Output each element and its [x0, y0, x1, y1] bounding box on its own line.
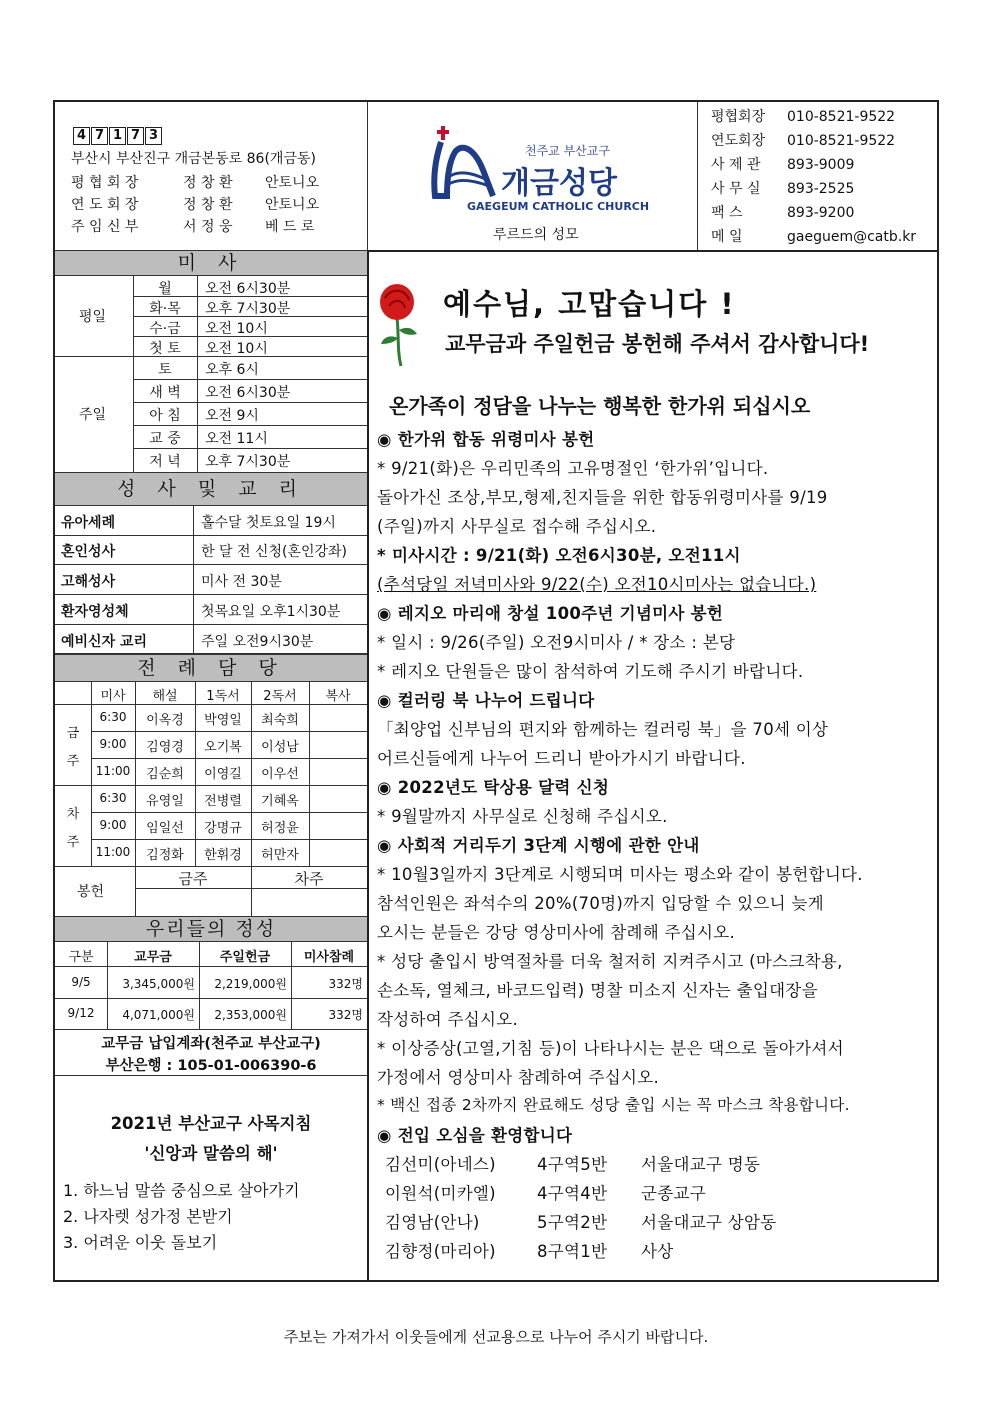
chuseok-title: 온가족이 정담을 나누는 행복한 한가위 되십시오	[389, 394, 811, 418]
newcomer-name: 김향정(마리아)	[385, 1242, 496, 1261]
contact-row	[711, 106, 931, 130]
mass-time: 오후 7시30분	[205, 301, 291, 317]
newcomer-from: 군종교구	[641, 1184, 706, 1203]
notice-line: * 레지오 단원들은 많이 참석하여 기도해 주시기 바랍니다.	[377, 662, 804, 681]
offering-date: 9/12	[67, 1006, 95, 1020]
newcomer-name: 이원석(미카엘)	[385, 1184, 496, 1203]
rose-icon	[375, 278, 421, 368]
notice-line: * 10월3일까지 3단계로 시행되며 미사는 평소와 같이 봉헌합니다.	[377, 865, 863, 884]
newcomer-name: 김선미(아네스)	[385, 1155, 496, 1174]
contact-value: 893-9200	[787, 205, 855, 221]
notice-heading: ◉ 한가위 합동 위령미사 봉헌	[377, 430, 595, 449]
sacrament-name: 예비신자 교리	[61, 634, 148, 650]
contact-row	[711, 202, 931, 226]
contact-value: 893-9009	[787, 157, 855, 173]
notice-line: 작성하여 주십시오.	[377, 1010, 519, 1029]
notice-heading: ◉ 컬러링 북 나누어 드립니다	[377, 691, 595, 710]
notice-line: * 백신 접종 2차까지 완료해도 성당 출입 시는 꼭 마스크 착용합니다.	[377, 1096, 850, 1114]
church-address: 부산시 부산진구 개금본동로 86(개금동)	[71, 151, 316, 167]
offering-attendance: 332명	[328, 1008, 363, 1022]
weekday-label: 평일	[79, 309, 107, 325]
notice-line: 가정에서 영상미사 참례하여 주십시오.	[377, 1068, 660, 1087]
offering-tithe: 3,345,000원	[122, 977, 195, 991]
officer-name: 정 창 환	[183, 197, 233, 213]
commentator: 김순희	[146, 767, 184, 782]
notice-heading: ◉ 2022년도 탁상용 달력 신청	[377, 778, 610, 797]
mass-time: 오후 7시30분	[205, 454, 291, 470]
logo-english: GAEGEUM CATHOLIC CHURCH	[467, 200, 650, 213]
pastoral-item: 1. 하느님 말씀 중심으로 살아가기	[63, 1181, 300, 1200]
officer-name: 정 창 환	[183, 175, 233, 191]
liturgy-header: 2독서	[263, 689, 297, 704]
reader1: 강명규	[204, 821, 242, 836]
mass-day: 새 벽	[149, 385, 181, 401]
contact-row	[711, 130, 931, 154]
newcomer-from: 서울대교구 명동	[641, 1155, 761, 1174]
commentator: 이옥경	[146, 713, 184, 728]
contact-label: 팩 스	[711, 205, 743, 221]
notice-line: (추석당일 저녁미사와 9/22(수) 오전10시미사는 없습니다.)	[377, 575, 817, 594]
postal-digit: 3	[145, 127, 162, 145]
mass-day: 토	[158, 362, 172, 378]
mass-time: 6:30	[99, 791, 127, 805]
notice-heading: ◉ 전입 오심을 환영합니다	[377, 1126, 573, 1145]
bulletin-footer: 주보는 가져가서 이웃들에게 선교용으로 나누어 주시기 바랍니다.	[283, 1328, 709, 1346]
sacrament-time: 한 달 전 신청(혼인강좌)	[201, 544, 347, 560]
offering-header: 교무금	[134, 950, 172, 965]
postal-digit: 7	[91, 127, 108, 145]
contact-label: 평협회장	[711, 109, 766, 125]
newcomer-district: 8구역1반	[537, 1242, 608, 1261]
newcomer-district: 4구역4반	[537, 1184, 608, 1203]
sacrament-name: 유아세례	[61, 515, 116, 531]
notice-line: 오시는 분들은 강당 영상미사에 참례해 주십시오.	[377, 923, 736, 942]
liturgy-header: 미사	[100, 689, 126, 704]
reader1: 박영일	[204, 713, 242, 728]
offering-header: 구분	[68, 950, 94, 965]
notice-line: 어르신들에게 나누어 드리니 받아가시기 바랍니다.	[377, 749, 746, 768]
contact-list	[711, 106, 931, 250]
notice-line: 돌아가신 조상,부모,형제,친지들을 위한 합동위령미사를 9/19	[377, 488, 828, 507]
mass-time: 오전 11시	[205, 431, 268, 447]
officer-baptism: 안토니오	[265, 175, 320, 191]
reader1: 이영길	[204, 767, 242, 782]
newcomer-district: 4구역5반	[537, 1155, 608, 1174]
reader2: 최숙희	[261, 713, 299, 728]
offertory-next-week: 차주	[294, 870, 324, 888]
logo-church-name: 개금성당	[501, 166, 617, 201]
mass-day: 교 중	[149, 431, 181, 447]
mass-schedule	[55, 276, 367, 474]
officer-role: 주 임 신 부	[71, 219, 139, 235]
liturgy-section-title: 전 례 담 당	[55, 654, 367, 682]
reader2: 허만자	[261, 848, 299, 863]
reader2: 기혜옥	[261, 794, 299, 809]
reader1: 한휘경	[204, 848, 242, 863]
offertory-this-week: 금주	[178, 870, 208, 888]
contact-row	[711, 226, 931, 250]
officer-role: 평 협 회 장	[71, 175, 139, 191]
mass-time: 오후 6시	[205, 362, 259, 378]
newcomer-district: 5구역2반	[537, 1213, 608, 1232]
mass-time: 9:00	[99, 818, 127, 832]
group-label: 차주	[66, 807, 80, 850]
offering-date: 9/5	[71, 975, 91, 989]
notice-line: * 미사시간 : 9/21(화) 오전6시30분, 오전11시	[377, 546, 741, 565]
mass-section-title: 미 사	[55, 250, 367, 276]
mass-time: 9:00	[99, 737, 127, 751]
reader2: 이성남	[261, 740, 299, 755]
sunday-label: 주일	[79, 407, 107, 423]
account-title: 교무금 납입계좌(천주교 부산교구)	[101, 1036, 321, 1052]
postal-digit: 7	[127, 127, 144, 145]
newcomer-name: 김영남(안나)	[385, 1213, 480, 1232]
liturgy-table	[55, 682, 367, 918]
mass-time: 오전 10시	[205, 321, 268, 337]
liturgy-header: 복사	[325, 689, 351, 704]
offering-sunday: 2,353,000원	[214, 1008, 287, 1022]
liturgy-header: 해설	[152, 689, 178, 704]
notice-line: (주일)까지 사무실로 접수해 주십시오.	[377, 517, 657, 536]
offerings-table	[55, 942, 367, 1030]
account-number: 부산은행 : 105-01-006390-6	[105, 1058, 317, 1074]
sacrament-time: 미사 전 30분	[201, 574, 282, 590]
mass-time: 11:00	[95, 845, 131, 859]
mass-time: 오전 9시	[205, 408, 259, 424]
officer-baptism: 베 드 로	[265, 219, 315, 235]
offering-attendance: 332명	[328, 977, 363, 991]
officer-role: 연 도 회 장	[71, 197, 139, 213]
notice-line: 손소독, 열체크, 바코드입력) 명찰 미소지 신자는 출입대장을	[377, 981, 818, 1000]
postal-digit: 1	[109, 127, 126, 145]
mass-day: 저 녁	[149, 454, 181, 470]
offerings-section-title: 우리들의 정성	[55, 916, 367, 942]
pastoral-subtitle: '신앙과 말씀의 해'	[144, 1144, 278, 1163]
offertory-label: 봉헌	[77, 884, 105, 900]
officer-row	[71, 194, 351, 214]
logo-diocese: 천주교 부산교구	[525, 144, 610, 158]
notice-line: * 9/21(화)은 우리민족의 고유명절인 ‘한가위’입니다.	[377, 459, 769, 478]
contact-value: 010-8521-9522	[787, 133, 896, 149]
offering-tithe: 4,071,000원	[122, 1008, 195, 1022]
commentator: 유영일	[146, 794, 184, 809]
thanks-subtitle: 교무금과 주일헌금 봉헌해 주셔서 감사합니다!	[445, 332, 870, 356]
commentator: 김정화	[146, 848, 184, 863]
reader1: 오기복	[204, 740, 242, 755]
sacrament-name: 고해성사	[61, 574, 116, 590]
column-divider	[367, 250, 369, 1282]
mass-day: 수·금	[149, 321, 181, 337]
liturgy-header: 1독서	[206, 689, 240, 704]
commentator: 임일선	[146, 821, 184, 836]
mass-time: 11:00	[95, 764, 131, 778]
postal-digit: 4	[73, 127, 90, 145]
church-theme: 루르드의 성모	[493, 227, 579, 243]
officer-row	[71, 172, 351, 192]
contact-label: 연도회장	[711, 133, 766, 149]
header-divider-right	[697, 102, 698, 250]
pastoral-title: 2021년 부산교구 사목지침	[110, 1114, 312, 1133]
notice-line: * 성당 출입시 방역절차를 더욱 철저히 지켜주시고 (마스크착용,	[377, 952, 843, 971]
contact-value: 010-8521-9522	[787, 109, 896, 125]
reader2: 허정윤	[261, 821, 299, 836]
pastoral-item: 3. 어려운 이웃 돌보기	[63, 1233, 218, 1252]
church-logo-icon	[427, 120, 497, 200]
sacrament-time: 홀수달 첫토요일 19시	[201, 515, 336, 531]
mass-day: 월	[158, 281, 172, 297]
contact-row	[711, 178, 931, 202]
mass-day: 화·목	[149, 301, 181, 317]
officer-name: 서 정 웅	[183, 219, 233, 235]
mass-day: 아 침	[149, 408, 181, 424]
contact-value: gaeguem@catb.kr	[787, 229, 917, 245]
officer-row	[71, 216, 351, 236]
contact-label: 사 무 실	[711, 181, 761, 197]
notice-line: 참석인원은 좌석수의 20%(70명)까지 입당할 수 있으니 늦게	[377, 894, 824, 913]
mass-time: 오전 10시	[205, 341, 268, 357]
header-divider-left	[367, 102, 368, 250]
contact-row	[711, 154, 931, 178]
group-label: 금주	[66, 726, 80, 769]
offering-header: 미사참례	[303, 950, 355, 965]
newcomer-from: 서울대교구 상암동	[641, 1213, 777, 1232]
account-bottom-rule	[55, 1075, 367, 1076]
notice-line: * 일시 : 9/26(주일) 오전9시미사 / * 장소 : 본당	[377, 633, 736, 652]
contact-value: 893-2525	[787, 181, 855, 197]
bulletin-frame	[53, 100, 939, 1282]
reader2: 이우선	[261, 767, 299, 782]
notice-line: * 9월말까지 사무실로 신청해 주십시오.	[377, 807, 668, 826]
reader1: 전병렬	[204, 794, 242, 809]
contact-label: 메 일	[711, 229, 743, 245]
offering-header: 주일헌금	[219, 950, 271, 965]
mass-day: 첫 토	[149, 341, 181, 357]
mass-time: 오전 6시30분	[205, 281, 291, 297]
postal-code	[73, 124, 163, 145]
contact-label: 사 제 관	[711, 157, 761, 173]
newcomer-from: 사상	[641, 1242, 674, 1261]
mass-time: 6:30	[99, 710, 127, 724]
notice-heading: ◉ 레지오 마리애 창설 100주년 기념미사 봉헌	[377, 604, 724, 623]
mass-time: 오전 6시30분	[205, 385, 291, 401]
sacraments-section-title: 성 사 및 교 리	[55, 472, 367, 506]
notice-line: 「최양업 신부님의 편지와 함께하는 컬러링 북」을 70세 이상	[377, 720, 829, 739]
offering-sunday: 2,219,000원	[214, 977, 287, 991]
sacrament-name: 혼인성사	[61, 544, 116, 560]
pastoral-item: 2. 나자렛 성가정 본받기	[63, 1207, 233, 1226]
notice-line: * 이상증상(고열,기침 등)이 나타나시는 분은 댁으로 돌아가셔서	[377, 1039, 844, 1058]
commentator: 김영경	[146, 740, 184, 755]
sacrament-time: 주일 오전9시30분	[201, 634, 314, 650]
thanks-title: 예수님, 고맙습니다 !	[443, 287, 736, 321]
sacrament-name: 환자영성체	[61, 604, 129, 620]
sacraments-table	[55, 506, 367, 654]
sacrament-time: 첫목요일 오후1시30분	[201, 604, 341, 620]
officer-baptism: 안토니오	[265, 197, 320, 213]
notice-heading: ◉ 사회적 거리두기 3단계 시행에 관한 안내	[377, 836, 700, 855]
